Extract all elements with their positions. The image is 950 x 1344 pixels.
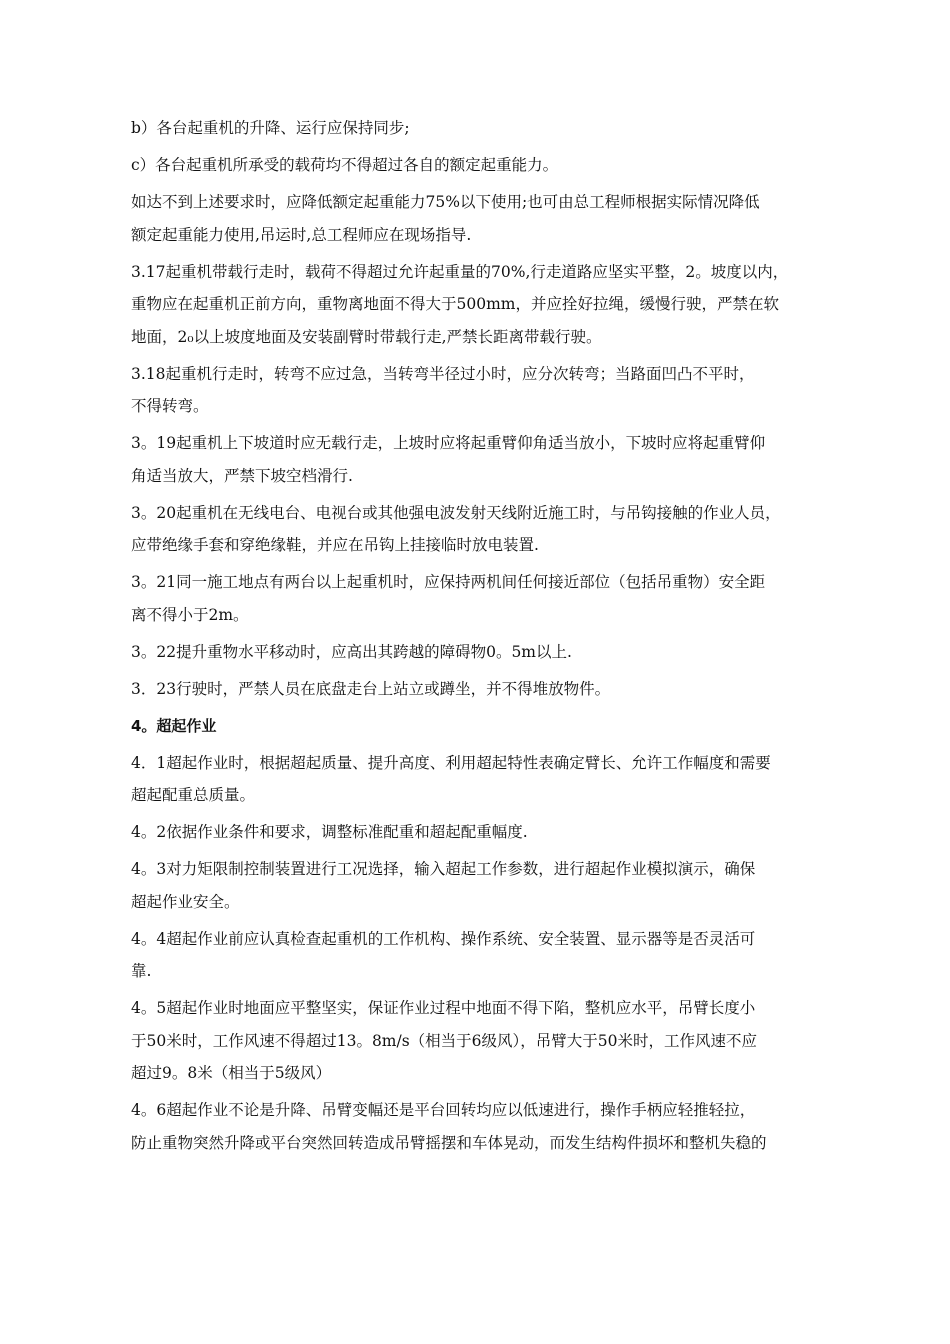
clause-3-22: 3。22提升重物水平移动时，应高出其跨越的障碍物0。5m以上. — [131, 642, 572, 661]
clause-3-21: 3。21同一施工地点有两台以上起重机时，应保持两机间任何接近部位（包括吊重物）安全距 — [131, 573, 766, 591]
text-line: 防止重物突然升降或平台突然回转造成吊臂摇摆和车体晃动，而发生结构件损坏和整机失稳的 — [131, 1133, 767, 1152]
clause-3-17: 3.17起重机带载行走时，载荷不得超过允许起重量的70%,行走道路应坚实平整，2。坡度以内， — [131, 262, 789, 281]
text-line: 于50米时，工作风速不得超过13。8m/s（相当于6级风），吊臂大于50米时，工作风速不应 — [131, 1031, 758, 1050]
clause-4-1: 4．1超起作业时，根据超起质量、提升高度、利用超起特性表确定臂长、允许工作幅度和需要 — [131, 753, 771, 772]
clause-3-19: 3。19起重机上下坡道时应无载行走，上坡时应将起重臂仰角适当放小，下坡时应将起重臂仰 — [131, 434, 766, 452]
text-line: 应带绝缘手套和穿绝缘鞋，并应在吊钩上挂接临时放电装置. — [131, 536, 539, 554]
section-heading-4: 4。超起作业 — [131, 716, 217, 735]
text-line: 超过9。8米（相当于5级风） — [131, 1064, 332, 1082]
text-line: 如达不到上述要求时，应降低额定起重能力75%以下使用;也可由总工程师根据实际情况降低 — [131, 193, 760, 211]
clause-3-18: 3.18起重机行走时，转弯不应过急，当转弯半径过小时，应分次转弯；当路面凹凸不平时， — [131, 364, 755, 383]
text-line: 角适当放大，严禁下坡空档滑行. — [131, 466, 353, 485]
text-line-c: c）各台起重机所承受的载荷均不得超过各自的额定起重能力。 — [131, 156, 559, 174]
clause-4-6: 4。6超起作业不论是升降、吊臂变幅还是平台回转均应以低速进行，操作手柄应轻推轻拉， — [131, 1101, 756, 1119]
text-line-b: b）各台起重机的升降、运行应保持同步; — [131, 119, 410, 137]
text-line: 重物应在起重机正前方向，重物离地面不得大于500mm，并应拴好拉绳，缓慢行驶，严禁在软 — [131, 295, 779, 313]
text-line: 地面，2₀以上坡度地面及安装副臂时带载行走,严禁长距离带载行驶。 — [131, 327, 602, 346]
clause-3-20: 3。20起重机在无线电台、电视台或其他强电波发射天线附近施工时，与吊钩接触的作业人员， — [131, 503, 781, 522]
text-line: 超起作业安全。 — [131, 892, 240, 911]
text-line: 离不得小于2m。 — [131, 605, 249, 624]
text-line: 额定起重能力使用,吊运时,总工程师应在现场指导. — [131, 225, 472, 244]
text-line: 不得转弯。 — [131, 397, 209, 415]
clause-4-4: 4。4超起作业前应认真检查起重机的工作机构、操作系统、安全装置、显示器等是否灵活可 — [131, 929, 756, 948]
text-line: 靠. — [131, 962, 152, 980]
document-body — [131, 118, 841, 1153]
clause-4-3: 4。3对力矩限制控制装置进行工况选择，输入超起工作参数，进行超起作业模拟演示，确保 — [131, 860, 756, 878]
clause-3-23: 3．23行驶时，严禁人员在底盘走台上站立或蹲坐，并不得堆放物件。 — [131, 679, 611, 698]
clause-4-5: 4。5超起作业时地面应平整坚实，保证作业过程中地面不得下陷，整机应水平，吊臂长度小 — [131, 999, 756, 1017]
text-line: 超起配重总质量。 — [131, 786, 256, 804]
clause-4-2: 4。2依据作业条件和要求，调整标准配重和超起配重幅度. — [131, 823, 528, 841]
